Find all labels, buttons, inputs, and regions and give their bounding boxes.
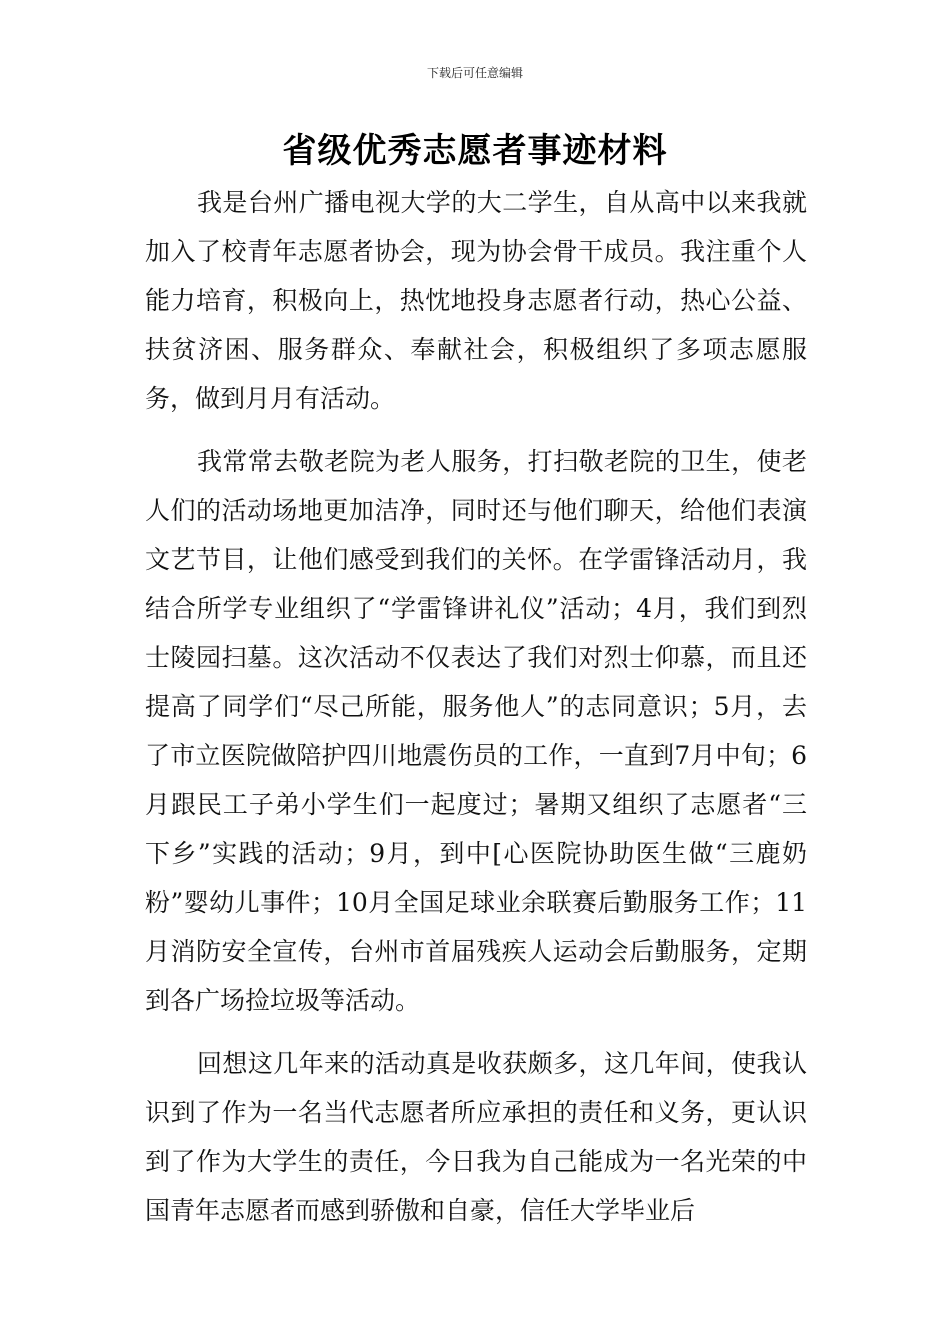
paragraph-2: 我常常去敬老院为老人服务，打扫敬老院的卫生，使老人们的活动场地更加洁净，同时还与他们聊天，给他们表演文艺节目，让他们感受到我们的关怀。在学雷锋活动月，我结合所学专业组织了“学雷锋讲礼仪”活动；4月，我们到烈士陵园扫墓。这次活动不仅表达了我们对烈士仰慕，而且还提高了同学们“尽己所能，服务他人”的志同意识；5月，去了市立医院做陪护四川地震伤员的工作，一直到7月中旬；6月跟民工子弟小学生们一起度过；暑期又组织了志愿者“三下乡”实践的活动；9月，到中[心医院协助医生做“三鹿奶粉”婴幼儿事件；10月全国足球业余联赛后勤服务工作；11月消防安全宣传，台州市首届残疾人运动会后勤服务，定期到各广场捡垃圾等活动。 xyxy=(145,447,807,1015)
paragraph-1: 我是台州广播电视大学的大二学生，自从高中以来我就加入了校青年志愿者协会，现为协会骨干成员。我注重个人能力培育，积极向上，热忱地投身志愿者行动，热心公益、扶贫济困、服务群众、奉献社会，积极组织了多项志愿服务，做到月月有活动。 xyxy=(145,188,807,413)
document-body xyxy=(145,178,807,1235)
document-title: 省级优秀志愿者事迹材料 xyxy=(282,131,668,171)
paragraph-3: 回想这几年来的活动真是收获颇多，这几年间，使我认识到了作为一名当代志愿者所应承担的责任和义务，更认识到了作为大学生的责任，今日我为自己能成为一名光荣的中国青年志愿者而感到骄傲和自豪，信任大学毕业后 xyxy=(145,1049,807,1225)
header-note: 下载后可任意编辑 xyxy=(426,66,523,80)
